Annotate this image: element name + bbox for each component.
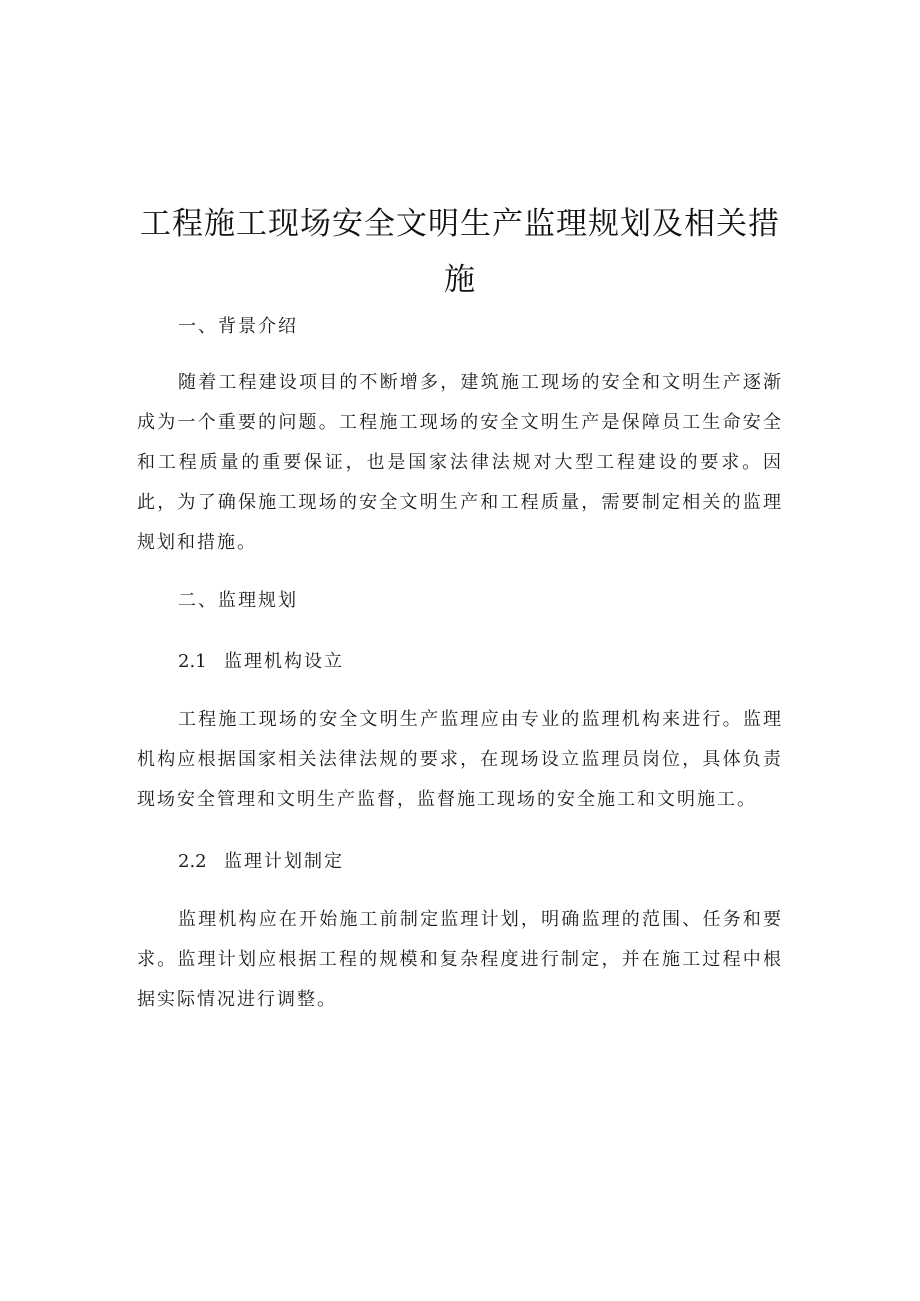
- paragraph-supervision-agency: 工程施工现场的安全文明生产监理应由专业的监理机构来进行。监理机构应根据国家相关法律法规的要求，在现场设立监理员岗位，具体负责现场安全管理和文明生产监督，监督施工现场的安全施工和文明施工。: [137, 709, 783, 810]
- subsection-number: 2.2: [178, 851, 207, 872]
- section-heading-supervision-plan: 二、监理规划: [178, 590, 298, 611]
- subsection-heading-2-2: [178, 847, 344, 877]
- paragraph-supervision-plan: 监理机构应在开始施工前制定监理计划，明确监理的范围、任务和要求。监理计划应根据工程的规模和复杂程度进行制定，并在施工过程中根据实际情况进行调整。: [137, 909, 783, 1010]
- subsection-heading-2-1: [178, 647, 344, 677]
- subsection-title: 监理机构设立: [224, 651, 344, 672]
- subsection-title: 监理计划制定: [224, 851, 344, 872]
- document-title: 工程施工现场安全文明生产监理规划及相关措施: [140, 206, 780, 298]
- section-heading-background: 一、背景介绍: [178, 316, 298, 337]
- paragraph-background: 随着工程建设项目的不断增多，建筑施工现场的安全和文明生产逐渐成为一个重要的问题。工程施工现场的安全文明生产是保障员工生命安全和工程质量的重要保证，也是国家法律法规对大型工程建设的要求。因此，为了确保施工现场的安全文明生产和工程质量，需要制定相关的监理规划和措施。: [137, 372, 783, 553]
- subsection-number: 2.1: [178, 651, 207, 672]
